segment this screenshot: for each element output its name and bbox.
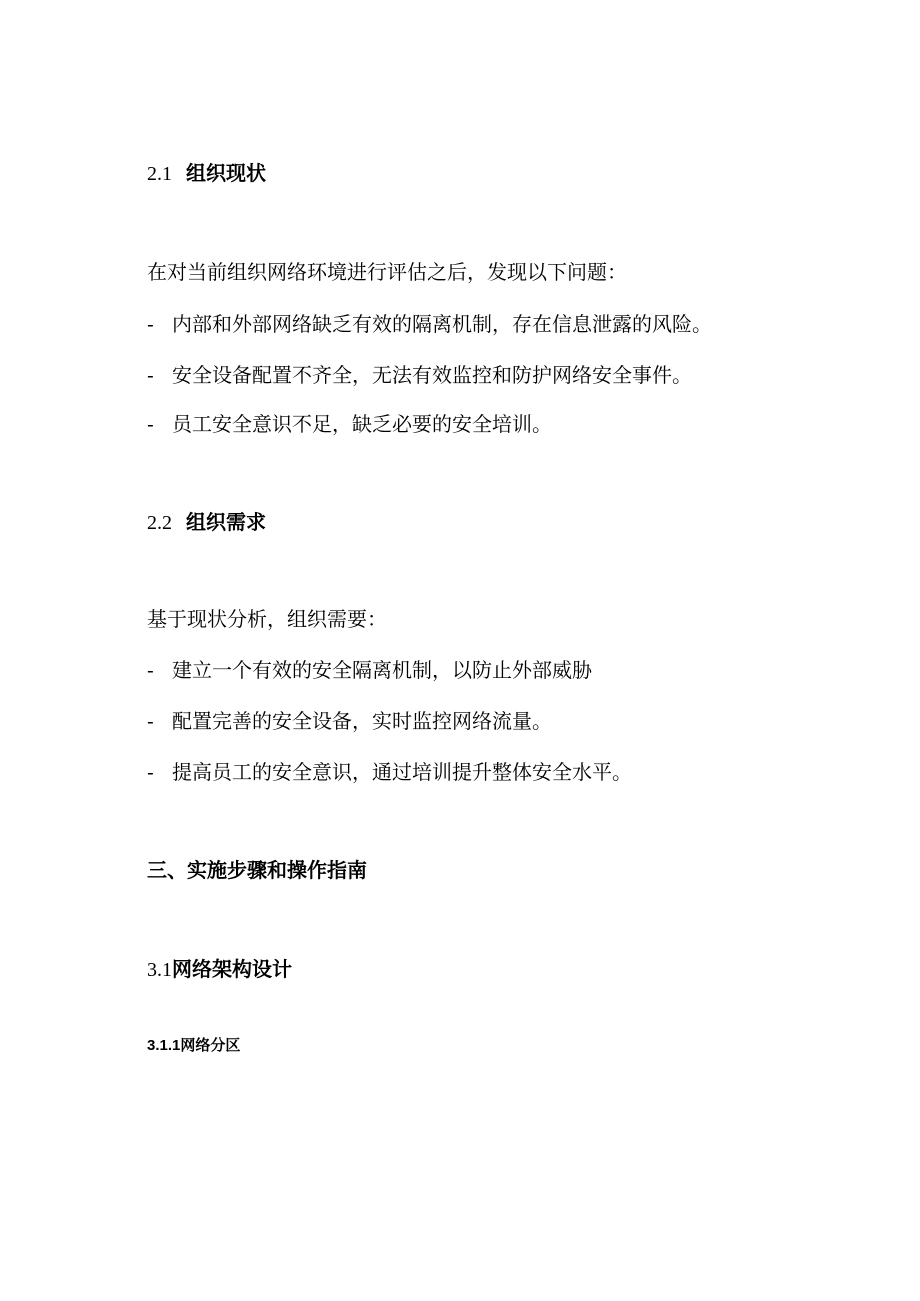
bullet-dash: - — [147, 760, 154, 784]
section-2-2-heading — [147, 508, 266, 537]
section-2-1-heading — [147, 159, 266, 188]
bullet-dash: - — [147, 709, 154, 733]
list-item — [147, 707, 552, 735]
list-item-text: 员工安全意识不足，缺乏必要的安全培训。 — [172, 412, 552, 436]
section-number: 3.1 — [147, 959, 172, 981]
list-item-text: 安全设备配置不齐全，无法有效监控和防护网络安全事件。 — [172, 363, 692, 387]
list-item-text: 内部和外部网络缺乏有效的隔离机制，存在信息泄露的风险。 — [172, 312, 712, 336]
bullet-dash: - — [147, 312, 154, 336]
list-item — [147, 410, 552, 438]
bullet-dash: - — [147, 412, 154, 436]
section-number: 2.1 — [147, 163, 172, 185]
list-item — [147, 758, 632, 786]
list-item-text: 配置完善的安全设备，实时监控网络流量。 — [172, 709, 552, 733]
list-item — [147, 361, 692, 389]
list-item-text: 建立一个有效的安全隔离机制，以防止外部威胁 — [172, 658, 592, 682]
section-number: 2.2 — [147, 512, 172, 534]
section-title: 网络架构设计 — [172, 957, 292, 981]
section-3-1-1-heading — [147, 1035, 240, 1057]
list-item — [147, 656, 592, 684]
section-title: 组织需求 — [186, 510, 266, 534]
chapter-3-heading: 三、实施步骤和操作指南 — [147, 858, 367, 882]
bullet-dash: - — [147, 363, 154, 387]
section-2-1-intro: 在对当前组织网络环境进行评估之后，发现以下问题： — [147, 260, 627, 284]
section-number: 3.1.1 — [147, 1037, 181, 1054]
section-title: 网络分区 — [180, 1037, 241, 1054]
section-2-2-intro: 基于现状分析，组织需要： — [147, 607, 387, 631]
list-item-text: 提高员工的安全意识，通过培训提升整体安全水平。 — [172, 760, 632, 784]
section-title: 组织现状 — [186, 161, 266, 185]
section-3-1-heading — [147, 955, 292, 984]
list-item — [147, 310, 712, 338]
bullet-dash: - — [147, 658, 154, 682]
